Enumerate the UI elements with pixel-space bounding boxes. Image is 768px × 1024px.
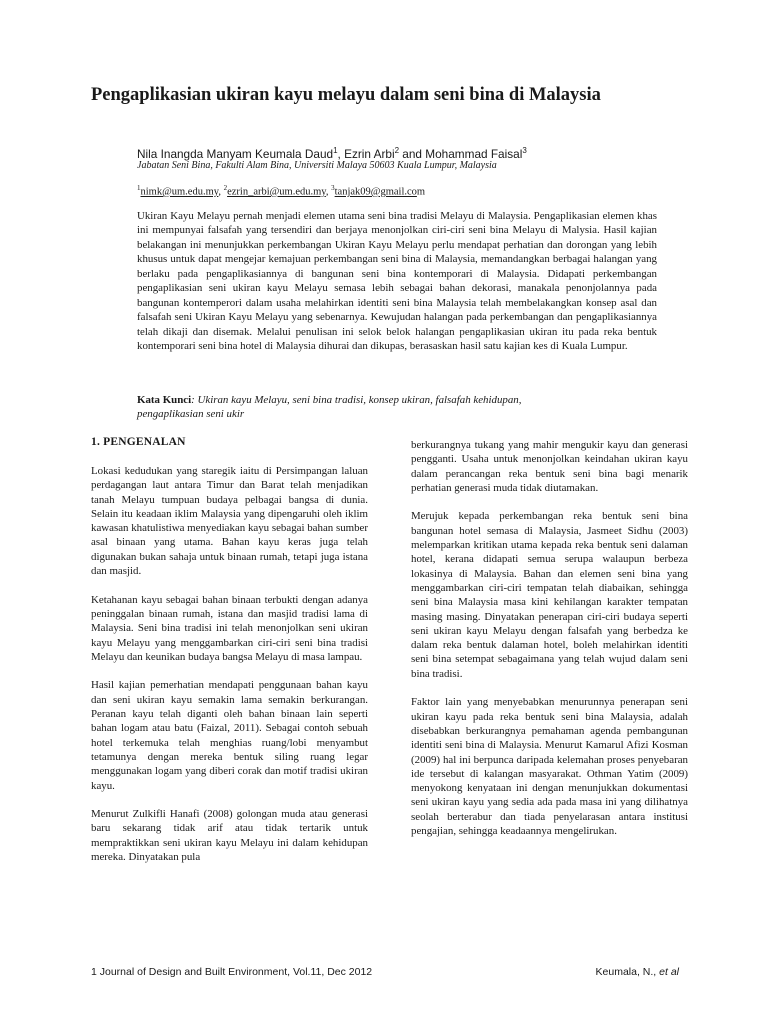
author-separator: and xyxy=(399,146,426,161)
footer-et-al: et al xyxy=(659,966,679,978)
body-paragraph: Ketahanan kayu sebagai bahan binaan terbukti dengan adanya peninggalan binaan rumah, istana dan masjid tradisi lama di Malaysia. Seni bina tradisi ini telah menonjolkan seni ukiran kayu Melayu yang menggambarkan ciri-ciri seni bina tradisi Melayu dan keunikan budaya bangsa Melayu di masa lampau. xyxy=(91,593,368,663)
keywords-label: Kata Kunci xyxy=(137,394,192,406)
email-list xyxy=(137,182,657,199)
affiliation: Jabatan Seni Bina, Fakulti Alam Bina, Universiti Malaya 50603 Kuala Lumpur, Malaysia xyxy=(137,160,497,171)
footer-author: Keumala, N., xyxy=(595,966,660,978)
email-superscript: 2 xyxy=(223,184,228,192)
email-superscript: 3 xyxy=(331,184,335,192)
author-name: Mohammad Faisal xyxy=(425,146,523,161)
email-separator: , xyxy=(325,186,332,198)
body-paragraph: Menurut Zulkifli Hanafi (2008) golongan muda atau generasi baru sekarang tidak arif atau tidak tertarik untuk mempraktikkan seni ukiran kayu Melayu ini dalam kehidupan mereka. Dinyatakan pula xyxy=(91,808,368,864)
author-superscript: 1 xyxy=(333,146,338,155)
body-paragraph: Faktor lain yang menyebabkan menurunnya penerapan seni ukiran kayu pada reka bentuk seni bina Malaysia, adalah disebabkan berkurangnya pemahaman agenda pembangunan identiti seni bina di Malaysia. Menurut Kamarul Afizi Kosman (2009) hal ini berpunca daripada kelemahan proses penyebaran ide tersebut di kalangan masyarakat. Othman Yatim (2009) menyokong kenyataan ini dengan menunjukkan dokumentasi seni ukiran kayu yang sedia ada pada masa ini yang dilihatnya seolah berterabur dan tiada penyelarasan antara institusi pengajian, sehingga keadaannya mengelirukan. xyxy=(411,696,688,838)
keywords-text: : Ukiran kayu Melayu, seni bina tradisi, konsep ukiran, falsafah kehidupan, pengaplikasian seni ukir xyxy=(137,394,522,420)
left-column xyxy=(91,464,368,879)
author-superscript: 3 xyxy=(522,146,527,155)
footer-author-citation xyxy=(596,966,679,978)
email-tail: m xyxy=(416,186,426,198)
paper-title: Pengaplikasian ukiran kayu melayu dalam seni bina di Malaysia xyxy=(91,85,601,105)
author-list xyxy=(137,144,657,161)
body-paragraph: Hasil kajian pemerhatian mendapati penggunaan bahan kayu dan seni ukiran kayu semakin lama semakin berkurangan. Peranan kayu telah diganti oleh bahan binaan lain seperti bahan logam atau batu (Faizal, 2011). Sebagai contoh sebuah hotel terkemuka telah menghias ruang/lobi menyambut tetamunya dengan mereka bentuk siling ruang legar menggunakan logam yang diberi corak dan motif tradisi ukiran kayu. xyxy=(91,679,368,792)
email-superscript: 1 xyxy=(137,184,141,192)
keywords xyxy=(137,393,557,421)
body-paragraph: Merujuk kepada perkembangan reka bentuk seni bina bangunan hotel semasa di Malaysia, Jasmeet Sidhu (2003) melemparkan kritikan utama kepada reka bentuk seni dalaman hotel, kerana didapati semua serupa walaupun berbeza lokasinya di Malaysia. Bahan dan elemen seni bina yang menggambarkan ciri-ciri tempatan telah diabaikan, sehingga seni bina Malaysia masa kini kehilangan karakter tempatan masing masing. Dinyatakan penerapan ciri-ciri budaya seperti seni ukiran kayu Melayu dengan falsafah yang berbedza ke dalam reka bentuk dalaman hotel, boleh melahirkan identiti seni bina setempat sebagaimana yang telah wujud dalam seni bina tradisi. xyxy=(411,510,688,680)
author-superscript: 2 xyxy=(394,146,400,155)
right-column xyxy=(411,438,688,853)
section-heading: 1. PENGENALAN xyxy=(91,436,186,448)
footer-journal-citation: 1 Journal of Design and Built Environment, Vol.11, Dec 2012 xyxy=(91,966,373,978)
email-link[interactable]: tanjak09@gmail.co xyxy=(334,186,417,198)
author-name: Nila Inangda Manyam Keumala Daud xyxy=(137,146,334,161)
email-separator: , xyxy=(218,186,224,198)
email-link[interactable]: nimk@um.edu.my xyxy=(140,186,219,198)
body-paragraph: berkurangnya tukang yang mahir mengukir kayu dan generasi pengganti. Usaha untuk menonjolkan keindahan ukiran kayu dalam perancangan reka bentuk seni bina bagi menarik perhatian generasi muda tidak diutamakan. xyxy=(411,439,688,494)
author-name: Ezrin Arbi xyxy=(344,146,395,161)
email-link[interactable]: ezrin_arbi@um.edu.my xyxy=(227,186,326,198)
abstract: Ukiran Kayu Melayu pernah menjadi elemen utama seni bina tradisi Melayu di Malaysia. Pengaplikasian elemen khas ini mempunyai falsafah yang tersendiri dan berjaya menonjolkan ciri-ciri seni bina Melayu di Malysia. Hasil kajian belakangan ini menunjukkan perkembangan Ukiran Kayu Melayu perlu mendapat perhatian dan dorongan yang lebih khusus untuk dapat mengejar kemajuan perkembangan seni bina di Malaysia, memandangkan berbagai halangan yang berlaku pada pengaplikasiannya di bangunan seni bina kontemporari di Malaysia. Didapati perkembangan pengaplikasian seni ukiran kayu Melayu semasa lebih sebagai bahan dekorasi, manakala penonjolannya pada bangunan kontemperori dalam usaha melahirkan identiti seni bina Malaysia telah membelakangkan konsep asal dan falsafah seni Ukiran Kayu Melayu yang sebenarnya. Kewujudan halangan pada perkembangan dan pengaplikasiannya telah dikaji dan disemak. Melalui penulisan ini selok belok halangan pengaplikasian ukiran itu pada reka bentuk kontemporari seni bina hotel di Malaysia dihurai dan dikupas, berasaskan hasil satu kajian kes di Kuala Lumpur. xyxy=(137,210,657,353)
author-separator: , xyxy=(337,146,345,161)
body-paragraph: Lokasi kedudukan yang staregik iaitu di Persimpangan laluan perdagangan laut antara Timur dan Barat telah menjadikan tanah Melayu tumpuan budaya pelbagai bangsa di dunia. Selain itu keadaan iklim Malaysia yang dipengaruhi oleh iklim kawasan khatulistiwa menyediakan kayu sebagai bahan sumber asal binaan yang utama. Bahan kayu keras juga telah digunakan bukan sahaja untuk binaan rumah, tetapi juga istana dan masjid. xyxy=(91,465,369,578)
